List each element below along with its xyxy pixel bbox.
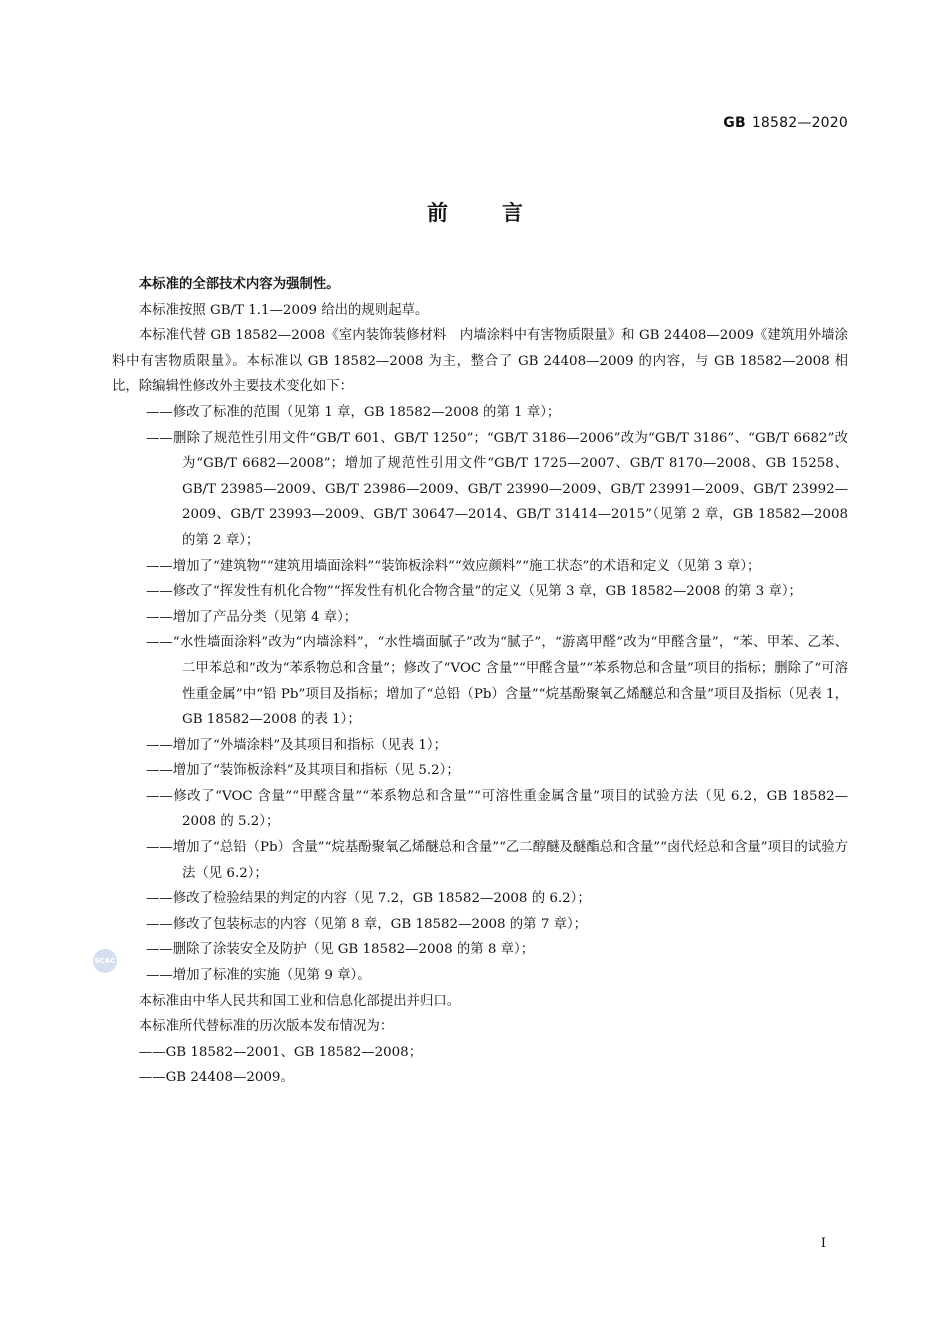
standard-code: GB — [723, 115, 746, 131]
watermark-stamp-icon: SCAC — [93, 949, 117, 973]
change-item: ——增加了“建筑物”“建筑用墙面涂料”“装饰板涂料”“效应颜料”“施工状态”的术语和定义（见第 3 章）； — [146, 558, 761, 574]
foreword-body — [112, 272, 848, 1091]
replacement-paragraph: 本标准代替 GB 18582—2008《室内装饰装修材料 内墙涂料中有害物质限量》和 GB 24408—2009《建筑用外墙涂料中有害物质限量》。本标准以 GB 18582—2008 为主，整合了 GB 24408—2009 的内容，与 GB 18582—2008 相比，除编辑性修改外主要技术变化如下： — [112, 328, 848, 395]
page-number: I — [820, 1236, 826, 1251]
change-item: ——增加了“外墙涂料”及其项目和指标（见表 1）； — [146, 737, 447, 753]
change-item: ——修改了检验结果的判定的内容（见 7.2，GB 18582—2008 的 6.2）； — [146, 891, 591, 907]
change-item: ——增加了“总铅（Pb）含量”“烷基酚聚氧乙烯醚总和含量”“乙二醇醚及醚酯总和含量”“卤代烃总和含量”项目的试验方法（见 6.2）； — [146, 840, 848, 881]
drafting-rules-paragraph: 本标准按照 GB/T 1.1—2009 给出的规则起草。 — [138, 302, 429, 318]
change-item: ——修改了包装标志的内容（见第 8 章，GB 18582—2008 的第 7 章）； — [146, 916, 588, 932]
standard-year-number: 18582—2020 — [751, 115, 848, 131]
history-item: ——GB 24408—2009。 — [138, 1070, 294, 1086]
change-item: ——删除了涂装安全及防护（见 GB 18582—2008 的第 8 章）； — [146, 942, 535, 958]
standard-number — [723, 115, 848, 131]
change-item: ——修改了“挥发性有机化合物”“挥发性有机化合物含量”的定义（见第 3 章，GB 18582—2008 的第 3 章）； — [146, 584, 802, 600]
change-item: ——修改了标准的范围（见第 1 章，GB 18582—2008 的第 1 章）； — [146, 404, 561, 420]
change-item: ——修改了“VOC 含量”“甲醛含量”“苯系物总和含量”“可溶性重金属含量”项目的试验方法（见 6.2，GB 18582—2008 的 5.2）； — [146, 788, 848, 830]
change-item: ——删除了规范性引用文件“GB/T 601、GB/T 1250”；“GB/T 3186—2006”改为“GB/T 3186”、“GB/T 6682”改为“GB/T 6682—2008”；增加了规范性引用文件“GB/T 1725—2007、GB/T 8170—2008、GB 15258、GB/T 23985—2009、GB/T 23986—2009、GB/T 23990—2009、GB/T 23991—2009、GB/T 23992—2009、GB/T 23993—2009、GB/T 30647—2014、GB/T 31414—2015”（见第 2 章，GB 18582—2008 的第 2 章）； — [146, 430, 848, 548]
page-title: 前言 — [427, 201, 577, 225]
change-item: ——增加了产品分类（见第 4 章）； — [146, 609, 358, 625]
proposer-paragraph: 本标准由中华人民共和国工业和信息化部提出并归口。 — [138, 993, 461, 1009]
history-item: ——GB 18582—2001、GB 18582—2008； — [138, 1044, 423, 1060]
mandatory-statement: 本标准的全部技术内容为强制性。 — [138, 277, 340, 292]
change-item: ——增加了标准的实施（见第 9 章）。 — [146, 968, 371, 984]
change-item: ——增加了“装饰板涂料”及其项目和指标（见 5.2）； — [146, 763, 460, 779]
history-intro-paragraph: 本标准所代替标准的历次版本发布情况为： — [138, 1019, 394, 1035]
change-item: ——“水性墙面涂料”改为“内墙涂料”，“水性墙面腻子”改为“腻子”，“游离甲醛”改为“甲醛含量”，“苯、甲苯、乙苯、二甲苯总和”改为“苯系物总和含量”；修改了“VOC 含量”“甲醛含量”“苯系物总和含量”项目的指标；删除了“可溶性重金属”中“铅 Pb”项目及指标；增加了“总铅（Pb）含量”“烷基酚聚氧乙烯醚总和含量”项目及指标（见表 1，GB 18582—2008 的表 1）； — [146, 635, 848, 728]
